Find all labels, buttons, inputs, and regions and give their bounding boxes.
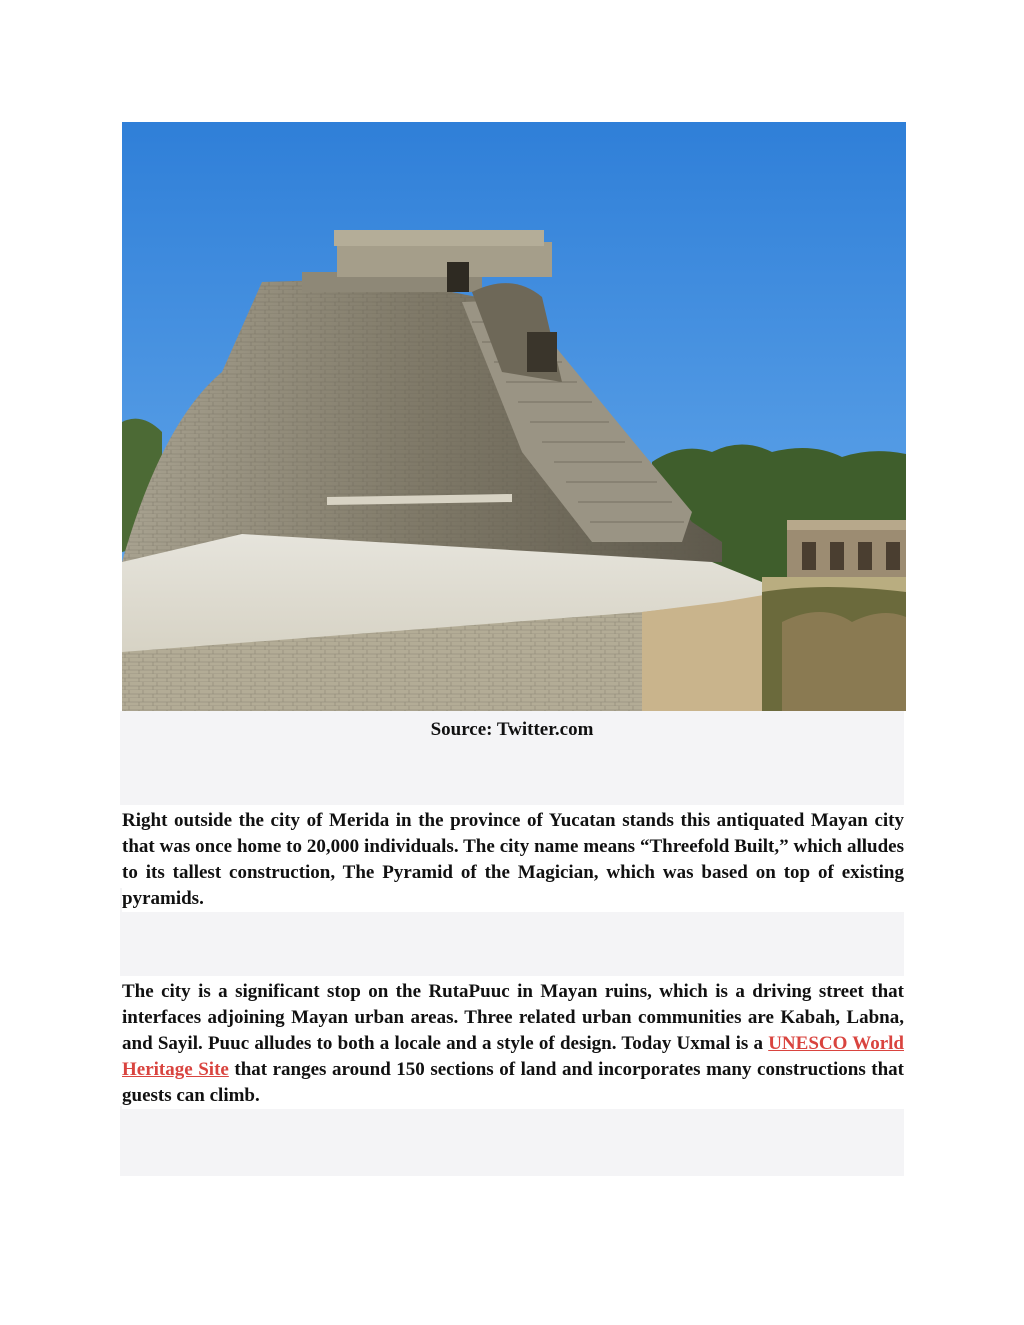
paragraph-rutapuuc-text-after: that ranges around 150 sections of land and incorporates many constructions that guests can climb. bbox=[122, 1059, 904, 1106]
temple-top bbox=[337, 242, 552, 277]
unesco-link[interactable]: UNESCO World Heritage Site bbox=[122, 1033, 904, 1080]
paragraph-rutapuuc-text-before: The city is a significant stop on the RutaPuuc in Mayan ruins, which is a driving street that interfaces adjoining Mayan urban areas. Three related urban communities are Kabah, Labna, and Sayil. Puuc alludes to both a locale and a style of design. Today Uxmal is a bbox=[122, 981, 904, 1054]
paragraph-merida-text: Right outside the city of Merida in the province of Yucatan stands this antiquated Mayan city that was once home to 20,000 individuals. The city name means “Threefold Built,” which alludes to its tallest construction, The Pyramid of the Magician, which was based on top of existing pyramids. bbox=[122, 810, 904, 909]
pyramid-photo bbox=[122, 122, 906, 711]
image-caption: Source: Twitter.com bbox=[430, 719, 594, 740]
paragraph-2-shade bbox=[120, 1106, 904, 1176]
paragraph-merida bbox=[122, 808, 904, 912]
pyramid-photo-illustration bbox=[122, 122, 906, 711]
paragraph-rutapuuc bbox=[122, 979, 904, 1109]
